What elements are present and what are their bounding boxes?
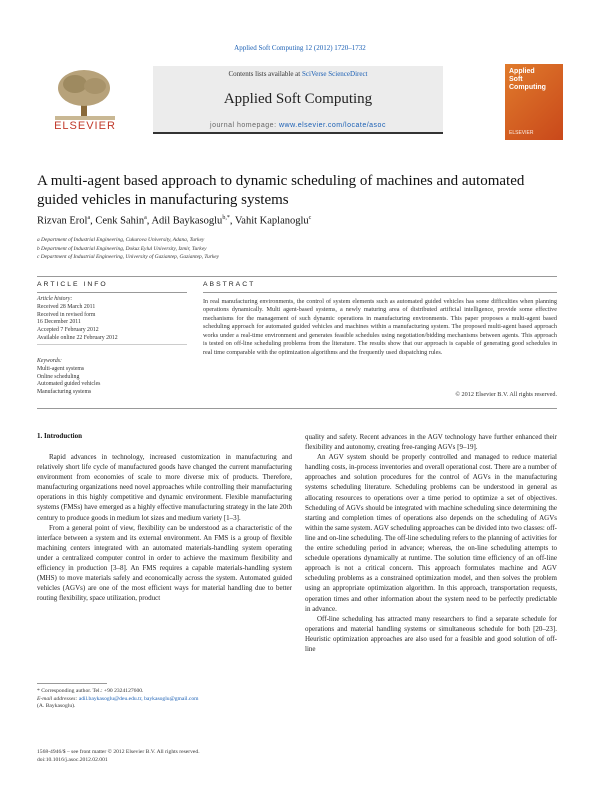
paragraph: Rapid advances in technology, increased customization in manufacturing and relatively short life cycle of manufactured goods have changed the current manufacturing environment from economies of scale to more diverse mix of products. Therefore, manufacturing organizations need novel approaches while controlling their manufacturing operations in this highly competitive and dynamic environment. Flexible manufacturing systems (FMSs) have emerged as a highly effective manufacturing strategy in the late 20th century to produce goods in medium lot sizes and medium variety [1–3]. [37, 453, 292, 522]
history-item: Received 28 March 2011 [37, 303, 96, 310]
corresponding-author: * Corresponding author. Tel.: +90 2324127600. [37, 688, 144, 694]
section-heading: 1. Introduction [37, 432, 82, 440]
cover-brand: ELSEVIER [509, 130, 534, 136]
author-name: Cenk Sahin [95, 215, 145, 227]
cover-line3: Computing [509, 84, 546, 91]
journal-cover-image [505, 64, 563, 140]
journal-title: Applied Soft Computing [223, 91, 373, 107]
contents-prefix: Contents lists available at [228, 70, 302, 78]
divider [37, 408, 557, 409]
journal-header [35, 60, 565, 142]
cover-line1: Applied [509, 68, 535, 75]
author-name: Rizvan Erol [37, 215, 88, 227]
paragraph: An AGV system should be properly controlled and managed to reduce material handling costs, in-process inventories and overall operational cost. There are a number of approaches and solution procedures for the control of AGVs in the manufacturing systems scheduling literature. Scheduling problems can be understood in general as allocating resources to operations over a time period to optimize a set of objectives. Scheduling of AGVs should be integrated with machine scheduling since determining the starting and completion times of operations also depends on the scheduling of AGVs within the same system. AGV scheduling approaches can be divided into two classes: off-line and on-line scheduling. The off-line scheduling refers to the planning of activities for the entire scheduling period in advance; whereas, the on-line scheduling attempts to schedule operations dynamically at runtime. The solution time efficiency of an off-line approach is not a critical concern. This approach formulates machine and AGV scheduling problems as a constrained optimization model, and then solves the problem using an appropriate optimization algorithm. In this approach, transportation requests, operation times and other information about the system need to be perfectly predictable in advance. [305, 453, 557, 613]
divider [37, 344, 187, 345]
divider [37, 292, 187, 293]
footnote-rule [37, 683, 107, 684]
homepage-link[interactable]: www.elsevier.com/locate/asoc [278, 122, 386, 129]
abstract-heading: ABSTRACT [203, 281, 256, 288]
issn-line: 1568-4946/$ – see front matter © 2012 Elsevier B.V. All rights reserved. [37, 749, 200, 755]
affiliation: a Department of Industrial Engineering, Cukurova University, Adana, Turkey [37, 237, 205, 243]
keywords [37, 358, 187, 397]
paragraph: Off-line scheduling has attracted many researchers to find a separate schedule for operations and material handling systems or simultaneous schedule for both [20–23]. Heuristic optimization approaches are also used for a feasible and good solution of off-line [305, 614, 557, 653]
contents-line [153, 70, 443, 78]
affiliation: c Department of Industrial Engineering, University of Gaziantep, Gaziantep, Turkey [37, 254, 220, 261]
author-affil-mark: a [87, 215, 91, 221]
abstract-text: In real manufacturing environments, the control of system elements such as automated guided vehicles has some difficulties when planning operations dynamically. Multi agent-based systems, a newly maturing area of distributed artificial intelligence, provide some effective mechanisms for the management of such dynamic operations in manufacturing environments. This paper proposes a multi-agent based scheduling approach for automated guided vehicles and machines within a manufacturing system. The proposed multi-agent based approach works under a real-time environment and generates feasible schedules using negotiation/bidding mechanisms between agents. This approach is tested on off-line scheduling problems from the literature. The results show that our approach is capable of generating good schedules in real time comparable with the optimization algorithms and the frequently used dispatching rules. [203, 298, 557, 356]
affiliation: b Department of Industrial Engineering, Dokuz Eylul University, Izmir, Turkey [37, 245, 207, 252]
article-title: A multi-agent based approach to dynamic scheduling of machines and automated guided vehicles in manufacturing systems [37, 173, 525, 208]
history-item: Accepted 7 February 2012 [37, 327, 99, 334]
copyright: © 2012 Elsevier B.V. All rights reserved. [455, 391, 557, 398]
author-name: Adil Baykasoglu [151, 215, 223, 227]
author-affil-mark: a [144, 215, 147, 221]
paragraph: From a general point of view, flexibility can be understood as a characteristic of the interface between a system and its external environment. An FMS is a group of flexible machining centers integrated with an automated materials-handling system operating under a centralized computer control in order to achieve the maximum flexibility and efficiency in production [3–8]. An FMS requires a capable materials-handling system (MHS) to move materials safely and economically across the system. Automated guided vehicles (AGVs) are one of the most efficient ways for material handling due to better routing flexibility, space utilization, product [37, 523, 292, 603]
divider [37, 276, 557, 277]
homepage-prefix: journal homepage: [210, 122, 279, 129]
history-item: Available online 22 February 2012 [37, 334, 118, 341]
keyword: Multi-agent systems [37, 365, 85, 372]
history-item: Received in revised form [37, 311, 96, 318]
author-name: Vahit Kaplanoglu [234, 215, 309, 227]
footnotes [37, 688, 292, 711]
history-label: Article history: [37, 296, 73, 302]
cover-line2: Soft [509, 76, 523, 83]
right-column [305, 432, 557, 654]
keyword: Automated guided vehicles [37, 381, 101, 388]
article-info-heading: ARTICLE INFO [37, 281, 108, 288]
keyword: Online scheduling [37, 373, 80, 380]
email-name: (A. Baykasoglu). [37, 703, 76, 709]
publisher-name: ELSEVIER [54, 120, 116, 132]
keywords-label: Keywords: [37, 358, 62, 364]
keyword: Manufacturing systems [37, 389, 92, 396]
publication-info [37, 749, 337, 764]
article-history [37, 296, 187, 343]
author-affil-mark[interactable]: b,* [222, 215, 230, 221]
affiliations [37, 236, 219, 262]
doi-link[interactable]: doi:10.1016/j.asoc.2012.02.001 [37, 756, 108, 763]
email-link[interactable]: adil.baykasoglu@deu.edu.tr, baykasoglu@gmail.com [78, 695, 199, 702]
sciencedirect-link[interactable]: SciVerse ScienceDirect [302, 70, 368, 78]
left-column [37, 452, 292, 603]
journal-reference[interactable]: Applied Soft Computing 12 (2012) 1720–1732 [234, 44, 366, 52]
email-label: E-mail addresses: [37, 695, 79, 702]
author-affil-mark: c [308, 215, 312, 221]
divider [203, 292, 557, 293]
paragraph: quality and safety. Recent advances in the AGV technology have further enhanced their flexibility and autonomy, creating free-ranging AGVs [9–19]. [305, 433, 557, 452]
homepage-line [153, 122, 443, 129]
history-item: 16 December 2011 [37, 319, 81, 326]
author-list: Rizvan Erol$^a$, Cenk Sahin$^a$, Adil Baykasoglu$^{b,*}$, Vahit Kaplanoglu$^c$ [37, 215, 312, 227]
